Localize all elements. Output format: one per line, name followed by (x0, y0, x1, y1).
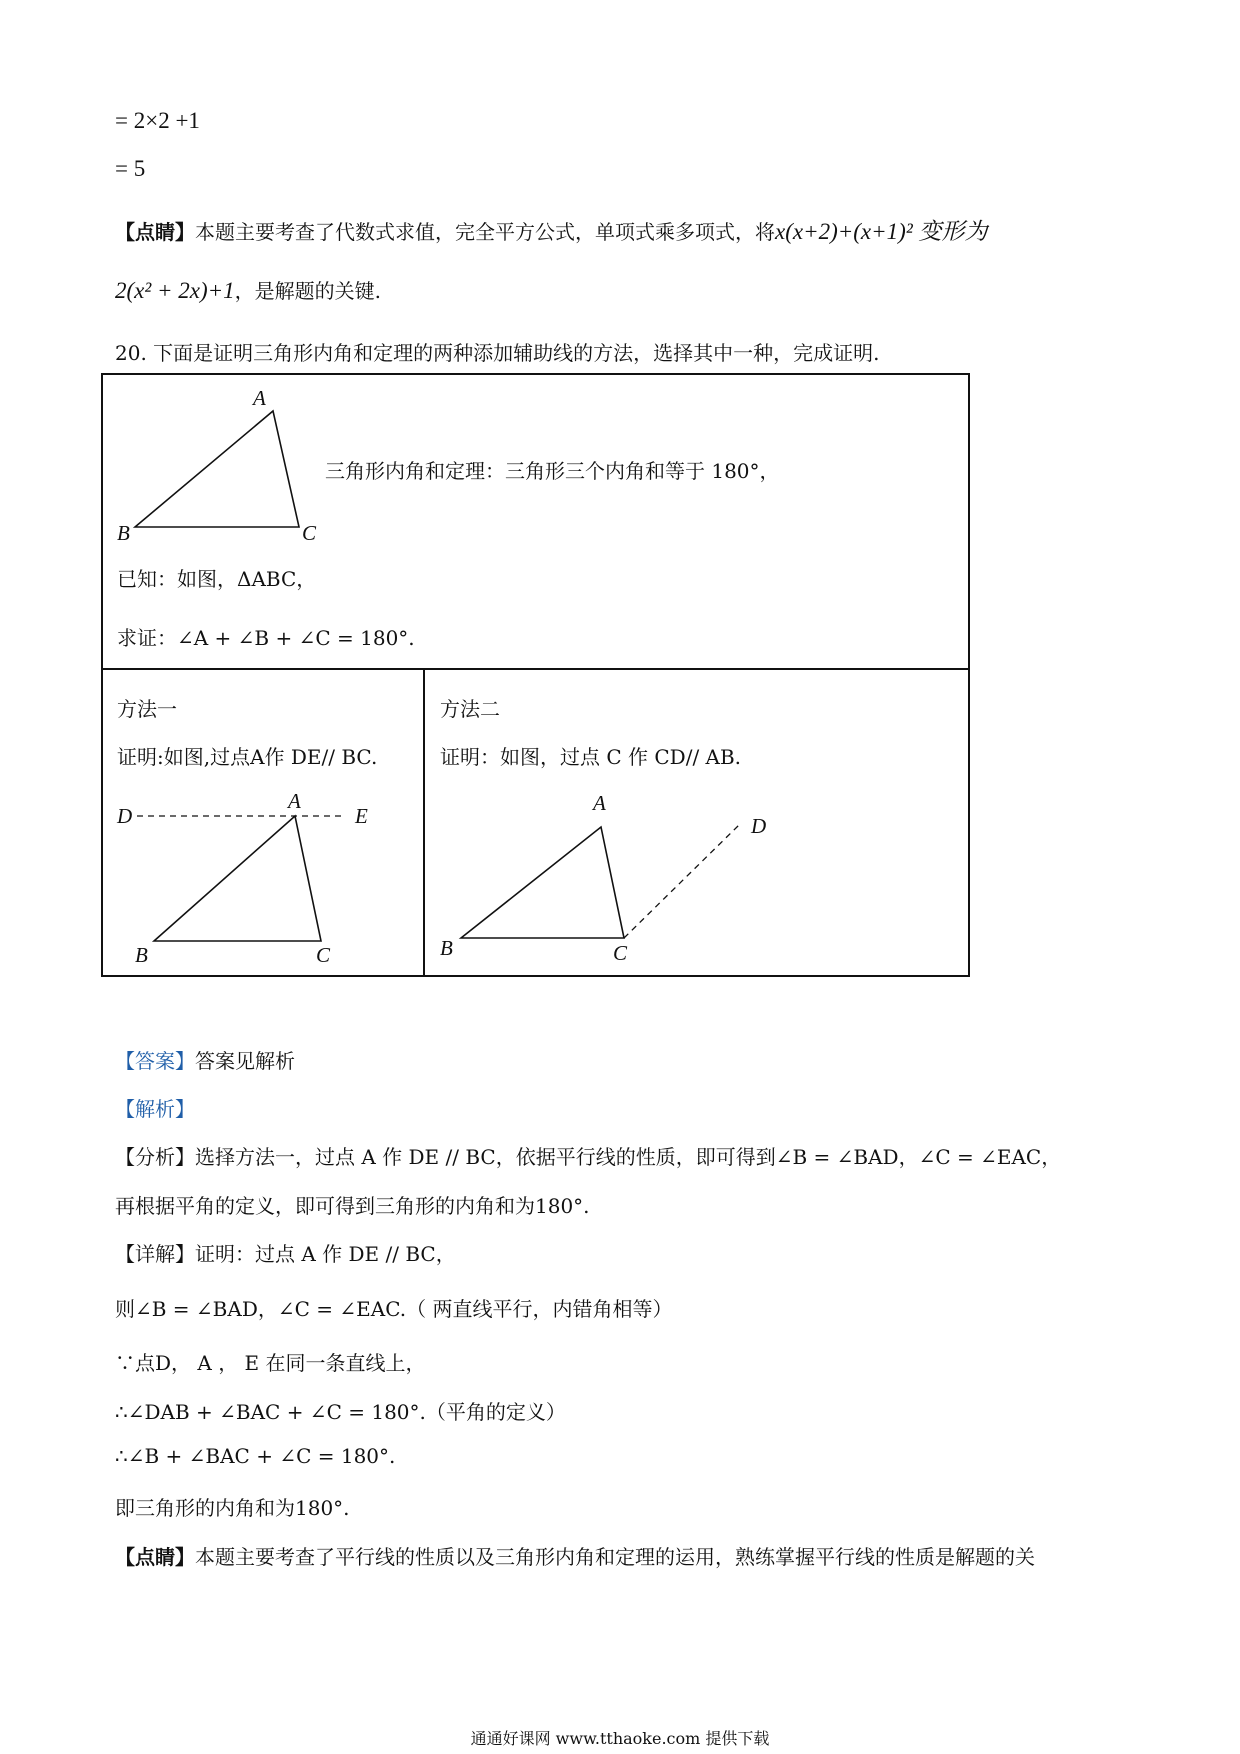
note-expression-2: 2(x² + 2x)+1 (115, 278, 235, 303)
note-text-2: 本题主要考查了平行线的性质以及三角形内角和定理的运用，熟练掌握平行线的性质是解题的关 (195, 1545, 1035, 1569)
label-c-m1: C (316, 943, 331, 967)
answer-text: 答案见解析 (195, 1049, 295, 1073)
detail-text-1: 证明：过点 A 作 DE // BC， (195, 1242, 456, 1266)
box-divider-horizontal (103, 668, 968, 670)
detail-tag: 【详解】 (115, 1242, 195, 1266)
label-b: B (117, 521, 130, 545)
question-20: 20. 下面是证明三角形内角和定理的两种添加辅助线的方法，选择其中一种，完成证明. (115, 341, 880, 365)
label-e-m1: E (355, 804, 368, 828)
label-d-m1: D (117, 804, 133, 828)
label-a: A (253, 386, 266, 410)
analysis-line-1 (115, 1141, 1061, 1170)
analysis-line-2: 再根据平角的定义，即可得到三角形的内角和为180°. (115, 1194, 590, 1218)
method1-figure (103, 775, 421, 975)
line-cd-dashed (624, 825, 739, 938)
note-expression: x(x+2)+(x+1)² 变形为 (775, 219, 988, 244)
detail-line-4: ∴∠DAB + ∠BAC + ∠C = 180°.（平角的定义） (115, 1400, 566, 1424)
note-tail: ，是解题的关键. (234, 279, 382, 303)
detail-line-6: 即三角形的内角和为180°. (115, 1496, 350, 1520)
note-paragraph-2 (115, 1541, 1035, 1570)
label-b-m2: B (440, 936, 453, 960)
label-a-m1: A (288, 789, 301, 813)
method2-figure (425, 775, 965, 975)
note-paragraph-1-cont (115, 275, 381, 304)
given-text: 已知：如图，ΔABC， (117, 567, 317, 591)
analysis-text-1: 选择方法一，过点 A 作 DE // BC，依据平行线的性质，即可得到∠B = ∠BAD，∠C = ∠EAC， (195, 1145, 1062, 1169)
jiexi-tag: 【解析】 (115, 1097, 195, 1121)
page-footer: 通通好课网 www.tthaoke.com 提供下载 (470, 1729, 770, 1748)
note-text: 本题主要考查了代数式求值，完全平方公式，单项式乘多项式，将 (195, 220, 775, 244)
label-c: C (302, 521, 317, 545)
theorem-text: 三角形内角和定理：三角形三个内角和等于 180°， (325, 459, 780, 483)
triangle-abc-method1 (154, 816, 321, 941)
detail-line-5: ∴∠B + ∠BAC + ∠C = 180°. (115, 1444, 396, 1468)
note-tag-2: 【点睛】 (115, 1545, 195, 1569)
label-d-m2: D (751, 814, 767, 838)
triangle-figure (103, 375, 363, 545)
analysis-tag: 【分析】 (115, 1145, 195, 1169)
method2-text: 证明：如图，过点 C 作 CD// AB. (440, 745, 742, 769)
prove-text: 求证：∠A + ∠B + ∠C = 180°. (117, 626, 415, 650)
detail-line-1 (115, 1238, 456, 1267)
detail-line-2: 则∠B = ∠BAD，∠C = ∠EAC.（ 两直线平行，内错角相等） (115, 1297, 673, 1321)
note-paragraph-1 (115, 213, 987, 246)
proof-box (101, 373, 970, 977)
equation-line-1: = 2×2 +1 (115, 108, 200, 133)
label-b-m1: B (135, 943, 148, 967)
note-tag: 【点睛】 (115, 220, 195, 244)
triangle-abc-method2 (461, 827, 624, 938)
triangle-abc (135, 411, 299, 527)
method1-text: 证明:如图,过点A作 DE// BC. (117, 745, 378, 769)
equation-line-2: = 5 (115, 156, 146, 181)
detail-line-3: ∵点D， A ， E 在同一条直线上， (115, 1351, 426, 1375)
method2-title: 方法二 (440, 697, 500, 721)
label-c-m2: C (613, 941, 628, 965)
label-a-m2: A (593, 791, 606, 815)
answer-tag: 【答案】 (115, 1049, 195, 1073)
answer-line (115, 1045, 295, 1074)
method1-title: 方法一 (117, 697, 177, 721)
